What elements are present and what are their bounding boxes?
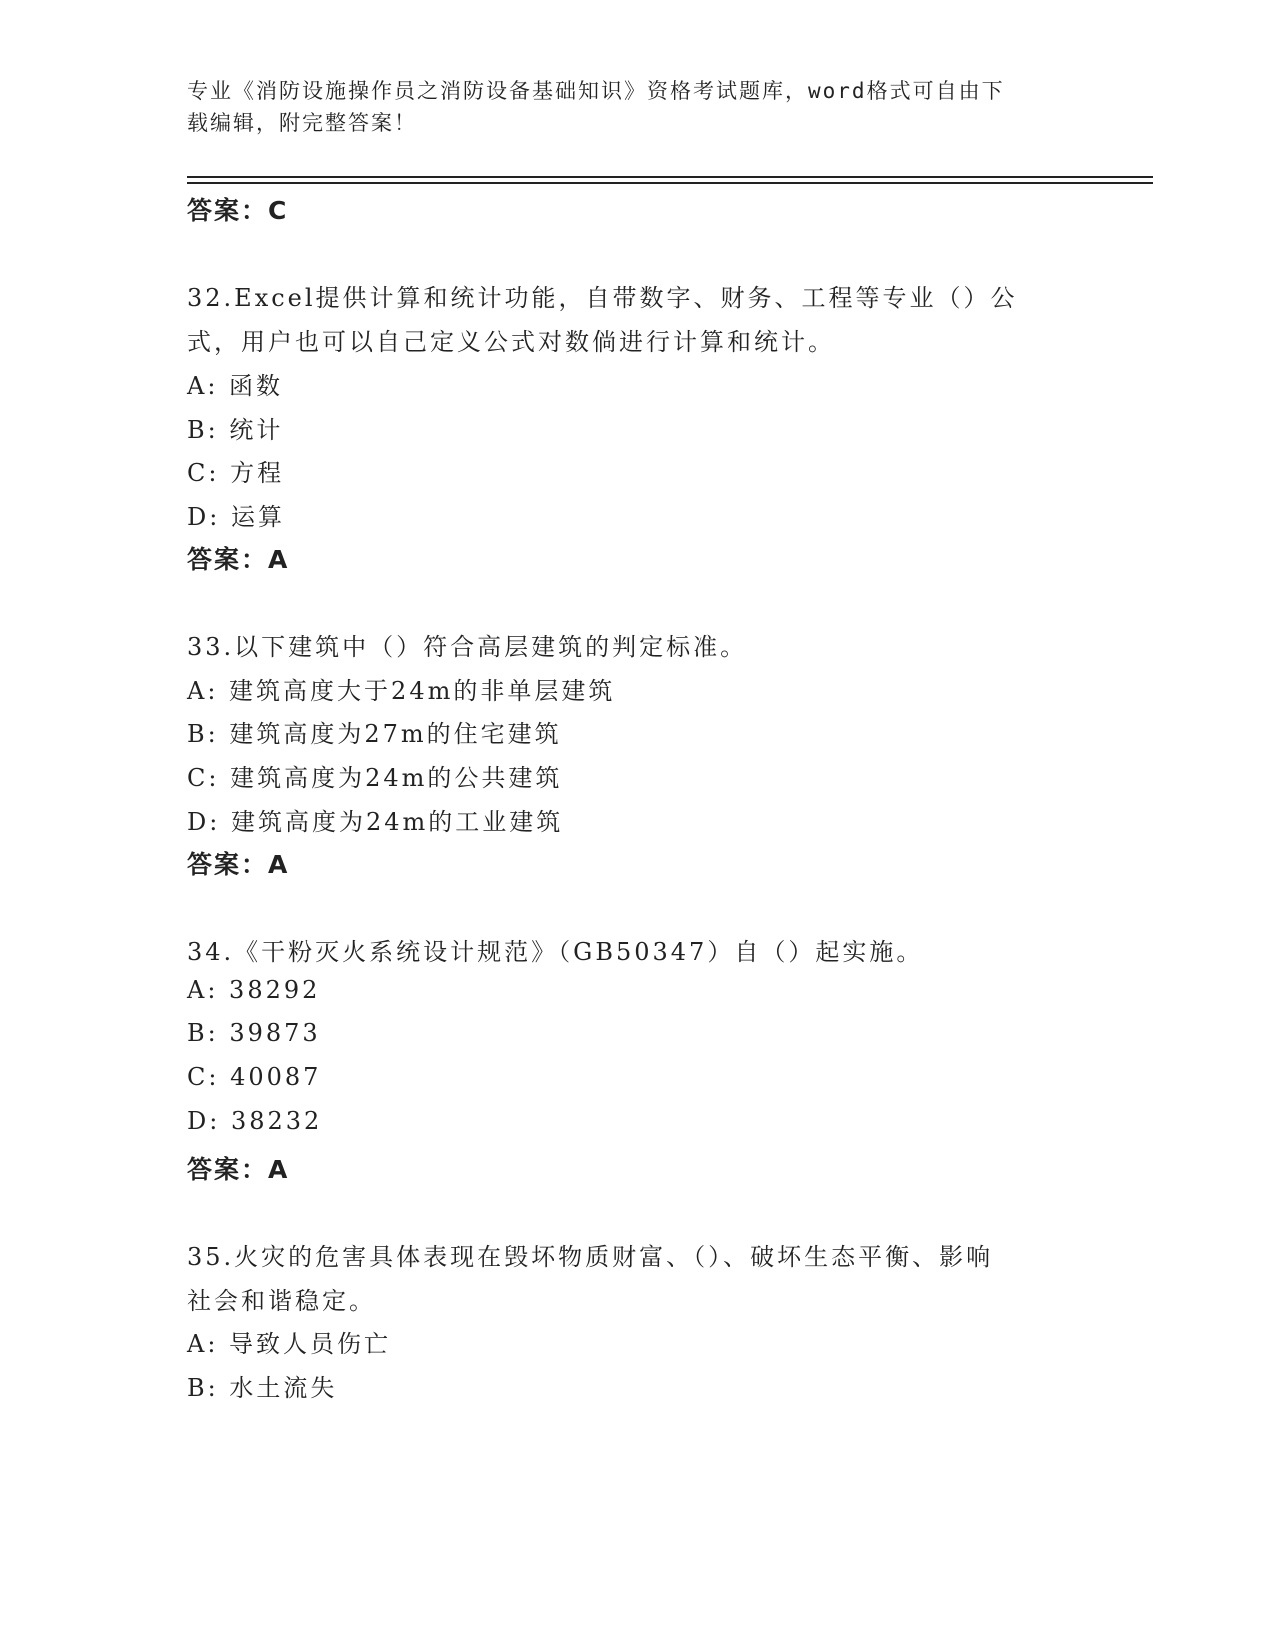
question-34-option-a: A: 38292 — [187, 976, 321, 1004]
question-32-option-b: B: 统计 — [187, 416, 284, 444]
header-divider-top — [187, 176, 1153, 178]
question-35-option-b: B: 水土流失 — [187, 1374, 338, 1402]
question-32-answer: 答案：A — [187, 545, 290, 574]
question-33-option-b: B: 建筑高度为27m的住宅建筑 — [187, 720, 562, 748]
question-33-option-d: D: 建筑高度为24m的工业建筑 — [187, 808, 564, 836]
header-line-1: 专业《消防设施操作员之消防设备基础知识》资格考试题库，word格式可自由下 — [187, 79, 1005, 103]
question-32-stem-line-1: 32.Excel提供计算和统计功能，自带数字、财务、工程等专业（）公 — [187, 284, 1018, 312]
question-32-option-a: A: 函数 — [187, 372, 284, 400]
question-33-stem: 33.以下建筑中（）符合高层建筑的判定标准。 — [187, 633, 748, 661]
question-34-option-b: B: 39873 — [187, 1019, 321, 1047]
question-33-answer: 答案：A — [187, 850, 290, 879]
question-35-stem-line-1: 35.火灾的危害具体表现在毁坏物质财富、（）、破坏生态平衡、影响 — [187, 1243, 994, 1271]
answer-previous: 答案：C — [187, 196, 289, 225]
question-33-option-c: C: 建筑高度为24m的公共建筑 — [187, 764, 563, 792]
question-35-stem-line-2: 社会和谐稳定。 — [187, 1287, 376, 1315]
question-32-stem-line-2: 式，用户也可以自己定义公式对数倘进行计算和统计。 — [187, 328, 835, 356]
question-34-answer: 答案：A — [187, 1155, 290, 1184]
question-32-option-d: D: 运算 — [187, 503, 285, 531]
question-34-option-c: C: 40087 — [187, 1063, 322, 1091]
question-33-option-a: A: 建筑高度大于24m的非单层建筑 — [187, 677, 616, 705]
header-line-2: 载编辑，附完整答案！ — [187, 111, 417, 135]
question-35-option-a: A: 导致人员伤亡 — [187, 1330, 392, 1358]
header-divider-bottom — [187, 182, 1153, 184]
question-34-stem: 34.《干粉灭火系统设计规范》（GB50347）自（）起实施。 — [187, 938, 924, 966]
question-32-option-c: C: 方程 — [187, 459, 285, 487]
document-header — [187, 75, 1067, 139]
question-34-option-d: D: 38232 — [187, 1107, 323, 1135]
